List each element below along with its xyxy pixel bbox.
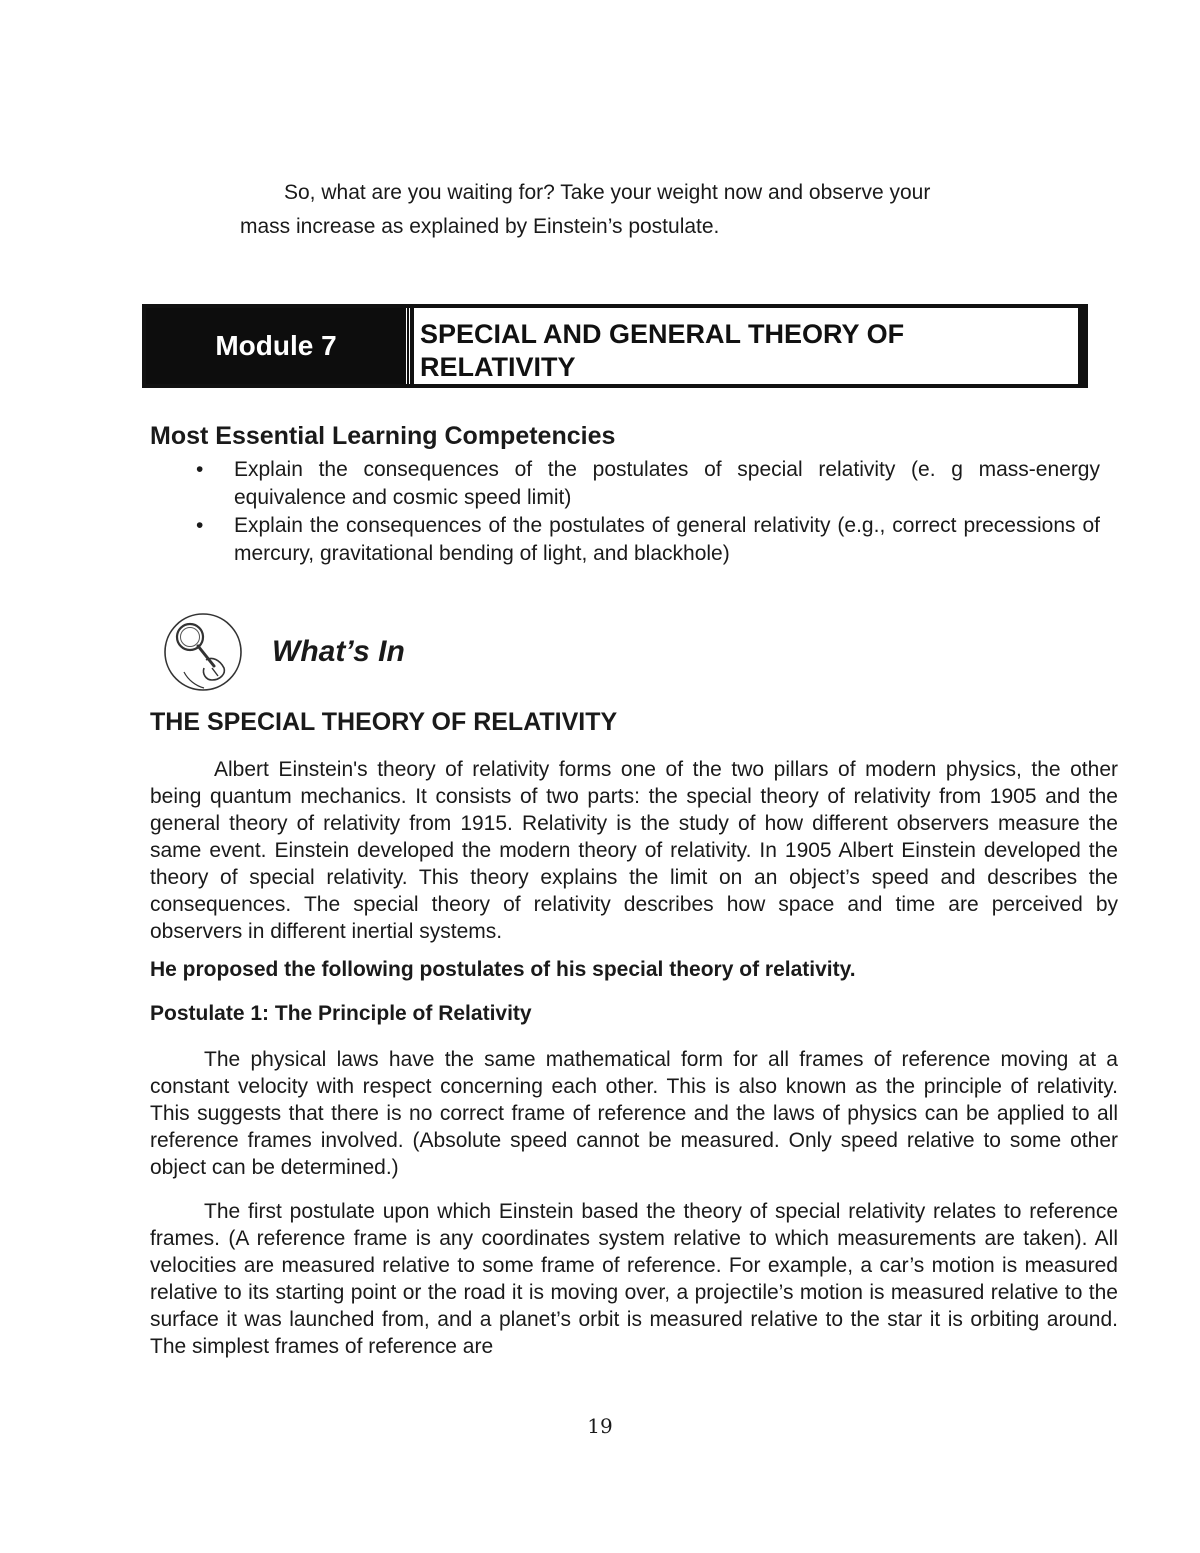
bullet-icon: • — [196, 458, 204, 481]
whats-in-header — [160, 610, 405, 694]
module-label: Module 7 — [146, 308, 410, 384]
module-title-line-2: RELATIVITY — [420, 352, 576, 382]
postulate-1-heading: Postulate 1: The Principle of Relativity — [150, 1002, 532, 1025]
postulates-intro: He proposed the following postulates of his special theory of relativity. — [150, 958, 856, 981]
competency-text: Explain the consequences of the postulates of special relativity (e. g mass-energy equivalence and cosmic speed limit) — [234, 458, 1100, 509]
module-header-box — [142, 304, 1088, 388]
paragraph-einstein-theory: Albert Einstein's theory of relativity forms one of the two pillars of modern physics, the other being quantum mechanics. It consists of two parts: the special theory of relativity from 1905 and the general theory of relativity from 1915. Relativity is the study of how different observers measure the same event. Einstein developed the modern theory of relativity. In 1905 Albert Einstein developed the theory of special relativity. This theory explains the limit on an object’s speed and describes the consequences. The special theory of relativity describes how space and time are perceived by observers in different inertial systems. — [150, 758, 1118, 943]
bullet-icon: • — [196, 514, 204, 537]
competency-list — [150, 456, 1100, 568]
intro-paragraph — [240, 176, 1040, 244]
module-title — [410, 308, 1084, 384]
intro-line-1: So, what are you waiting for? Take your weight now and observe your — [284, 181, 931, 204]
competency-item — [150, 456, 1100, 512]
magnifying-glass-icon — [160, 610, 246, 694]
paragraph-physical-laws: The physical laws have the same mathematical form for all frames of reference moving at a constant velocity with respect concerning each other. This is also known as the principle of relativity. This suggests that there is no correct frame of reference and the laws of physics can be applied to all reference frames involved. (Absolute speed cannot be measured. Only speed relative to some other object can be determined.) — [150, 1048, 1118, 1179]
paragraph-reference-frames: The first postulate upon which Einstein based the theory of special relativity relates to reference frames. (A reference frame is any coordinates system relative to which measurements are taken). All velocities are measured relative to some frame of reference. For example, a car’s motion is measured relative to its starting point or the road it is moving over, a projectile’s motion is measured relative to the surface it was launched from, and a planet’s orbit is measured relative to the star it is orbiting around. The simplest frames of reference are — [150, 1200, 1118, 1358]
section-heading: THE SPECIAL THEORY OF RELATIVITY — [150, 708, 618, 736]
module-title-line-1: SPECIAL AND GENERAL THEORY OF — [420, 319, 905, 349]
competency-item — [150, 512, 1100, 568]
intro-line-2: mass increase as explained by Einstein’s postulate. — [240, 215, 720, 238]
competencies-heading: Most Essential Learning Competencies — [150, 422, 616, 450]
page-number: 19 — [587, 1414, 613, 1438]
competency-text: Explain the consequences of the postulates of general relativity (e.g., correct precessions of mercury, gravitational bending of light, and blackhole) — [234, 514, 1100, 565]
whats-in-title: What’s In — [272, 635, 405, 668]
